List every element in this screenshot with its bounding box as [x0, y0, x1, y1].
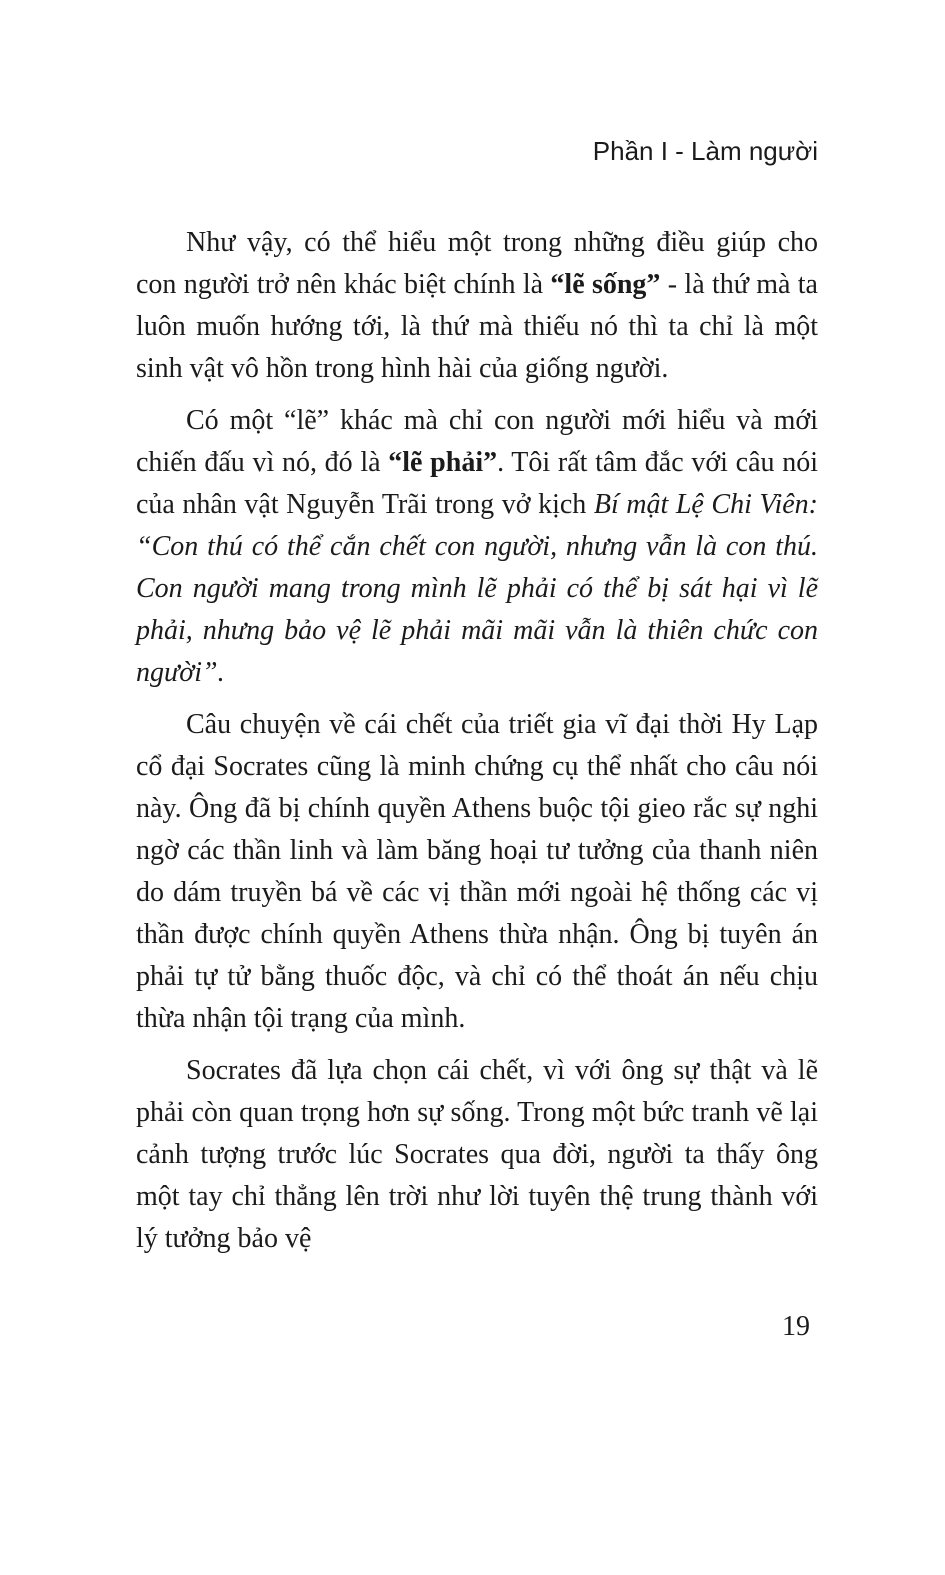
- paragraph: [136, 400, 818, 694]
- text-segment: Có một “lẽ” khác mà chỉ con người mới hiểu và mới chiến đấu vì nó, đó là: [136, 405, 818, 478]
- running-header: Phần I - Làm người: [592, 136, 818, 166]
- paragraph: [136, 704, 818, 1040]
- text-segment: “lẽ sống”: [550, 269, 661, 300]
- body-text: [136, 222, 818, 1260]
- text-segment: Socrates đã lựa chọn cái chết, vì với ông sự thật và lẽ phải còn quan trọng hơn sự sống. Trong một bức tranh vẽ lại cảnh tượng trước lúc Socrates qua đời, người ta thấy ông một tay chỉ thẳng lên trời như lời tuyên thệ trung thành với lý tưởng bảo vệ: [136, 1055, 818, 1254]
- paragraph: [136, 222, 818, 390]
- text-segment: - là thứ mà ta luôn muốn hướng tới, là thứ mà thiếu nó thì ta chỉ là một sinh vật vô hồn trong hình hài của giống người.: [136, 269, 818, 384]
- text-segment: “lẽ phải”: [388, 447, 498, 478]
- text-segment: Như vậy, có thể hiểu một trong những điều giúp cho con người trở nên khác biệt chính là: [136, 227, 818, 300]
- text-segment: Câu chuyện về cái chết của triết gia vĩ đại thời Hy Lạp cổ đại Socrates cũng là minh chứng cụ thể nhất cho câu nói này. Ông đã bị chính quyền Athens buộc tội gieo rắc sự nghi ngờ các thần linh và làm băng hoại tư tưởng của thanh niên do dám truyền bá về các vị thần mới ngoài hệ thống các vị thần được chính quyền Athens thừa nhận. Ông bị tuyên án phải tự tử bằng thuốc độc, và chỉ có thể thoát án nếu chịu thừa nhận tội trạng của mình.: [136, 709, 818, 1034]
- text-segment: Bí mật Lệ Chi Viên: “Con thú có thể cắn chết con người, nhưng vẫn là con thú. Con người mang trong mình lẽ phải có thể bị sát hại vì lẽ phải, nhưng bảo vệ lẽ phải mãi mãi vẫn là thiên chức con người”.: [136, 489, 818, 688]
- text-segment: . Tôi rất tâm đắc với câu nói của nhân vật Nguyễn Trãi trong vở kịch: [136, 447, 818, 520]
- paragraph: [136, 1050, 818, 1260]
- page-number: 19: [782, 1311, 810, 1342]
